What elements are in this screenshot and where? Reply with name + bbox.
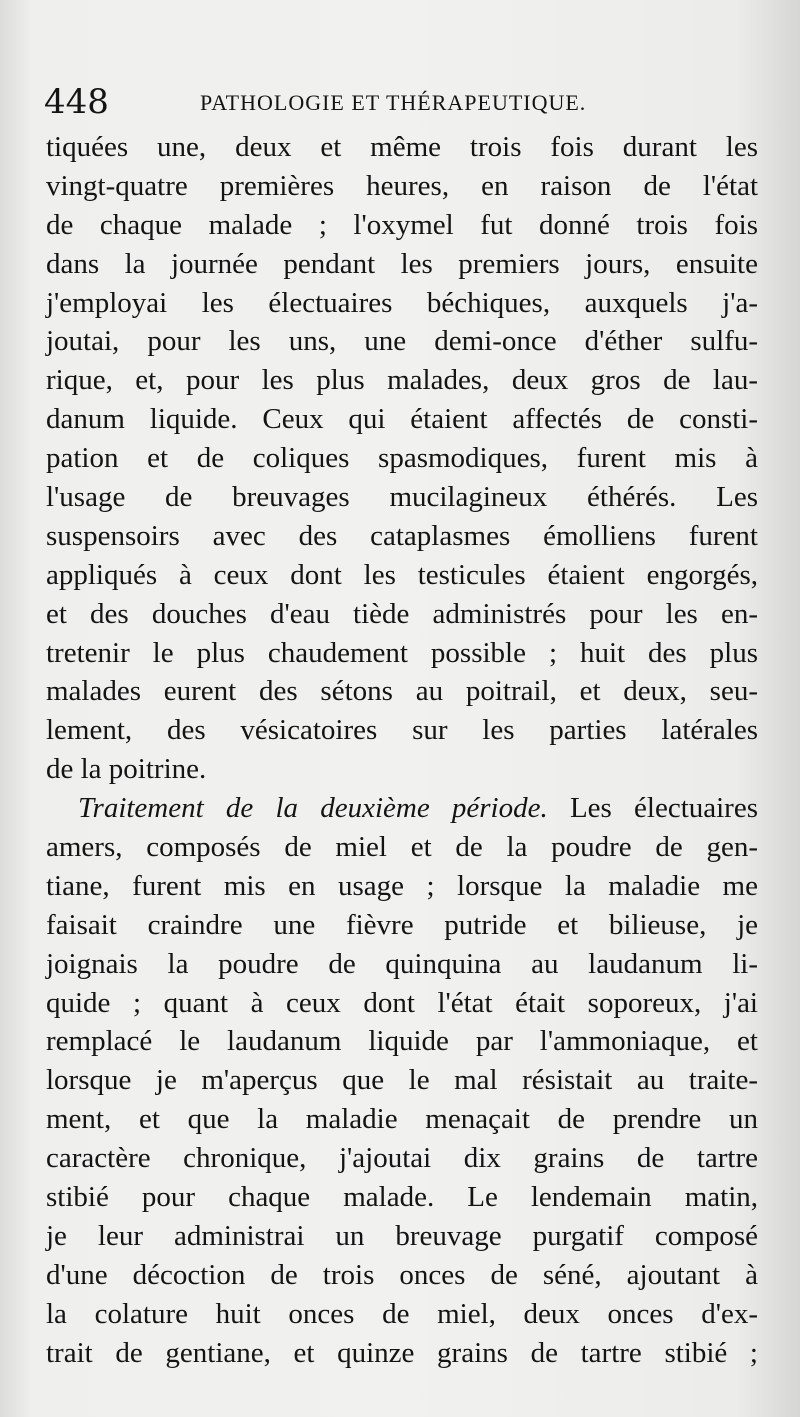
text-line: d'une décoction de trois onces de séné, ajoutant à — [46, 1258, 758, 1291]
text-line: trait de gentiane, et quinze grains de tartre stibié ; — [46, 1336, 758, 1369]
text-line: remplacé le laudanum liquide par l'ammoniaque, et — [46, 1025, 758, 1058]
text-line: de la poitrine. — [46, 753, 207, 786]
text-line: de chaque malade ; l'oxymel fut donné trois fois — [46, 208, 758, 241]
text-line: dans la journée pendant les premiers jours, ensuite — [46, 247, 758, 280]
text-line: quide ; quant à ceux dont l'état était soporeux, j'ai — [46, 986, 758, 1019]
section-heading: Traitement de la deuxième période. — [78, 792, 548, 825]
text-line: l'usage de breuvages mucilagineux éthérés. Les — [46, 481, 758, 514]
text-line: la colature huit onces de miel, deux onces d'ex- — [46, 1297, 758, 1330]
text-line: faisait craindre une fièvre putride et bilieuse, je — [46, 908, 758, 941]
section-first-line-rest: Les électuaires — [569, 792, 758, 825]
text-line: ment, et que la maladie menaçait de prendre un — [46, 1103, 758, 1136]
text-line: pation et de coliques spasmodiques, furent mis à — [46, 442, 758, 475]
text-line: rique, et, pour les plus malades, deux gros de lau- — [46, 364, 758, 397]
text-line: vingt-quatre premières heures, en raison de l'état — [46, 169, 758, 202]
text-line: je leur administrai un breuvage purgatif composé — [46, 1219, 758, 1252]
text-line: danum liquide. Ceux qui étaient affectés de consti- — [46, 403, 758, 436]
section-first-line — [46, 789, 758, 828]
text-line: malades eurent des sétons au poitrail, et deux, seu- — [46, 675, 758, 708]
text-line: lorsque je m'aperçus que le mal résistait au traite- — [46, 1064, 758, 1097]
text-line: stibié pour chaque malade. Le lendemain matin, — [46, 1181, 758, 1214]
text-line: suspensoirs avec des cataplasmes émolliens furent — [46, 519, 758, 552]
running-head: PATHOLOGIE ET THÉRAPEUTIQUE. — [200, 90, 587, 115]
text-line: appliqués à ceux dont les testicules étaient engorgés, — [46, 558, 758, 591]
text-line: tiane, furent mis en usage ; lorsque la maladie me — [46, 869, 758, 902]
text-line: lement, des vésicatoires sur les parties latérales — [46, 714, 758, 747]
text-line: joignais la poudre de quinquina au laudanum li- — [46, 947, 758, 980]
paragraph-2 — [46, 789, 758, 1372]
page-number: 448 — [44, 82, 109, 122]
body-text — [46, 128, 758, 1373]
text-line: tiquées une, deux et même trois fois durant les — [46, 131, 758, 163]
text-line: joutai, pour les uns, une demi-once d'éther sulfu- — [46, 325, 758, 358]
text-line: tretenir le plus chaudement possible ; huit des plus — [46, 636, 758, 669]
text-line: j'employai les électuaires béchiques, auxquels j'a- — [46, 286, 758, 319]
text-line: amers, composés de miel et de la poudre de gen- — [46, 831, 758, 864]
text-line: et des douches d'eau tiède administrés pour les en- — [46, 597, 758, 630]
page-header — [44, 82, 744, 122]
paragraph-1 — [46, 128, 758, 789]
text-line: caractère chronique, j'ajoutai dix grains de tartre — [46, 1142, 758, 1175]
